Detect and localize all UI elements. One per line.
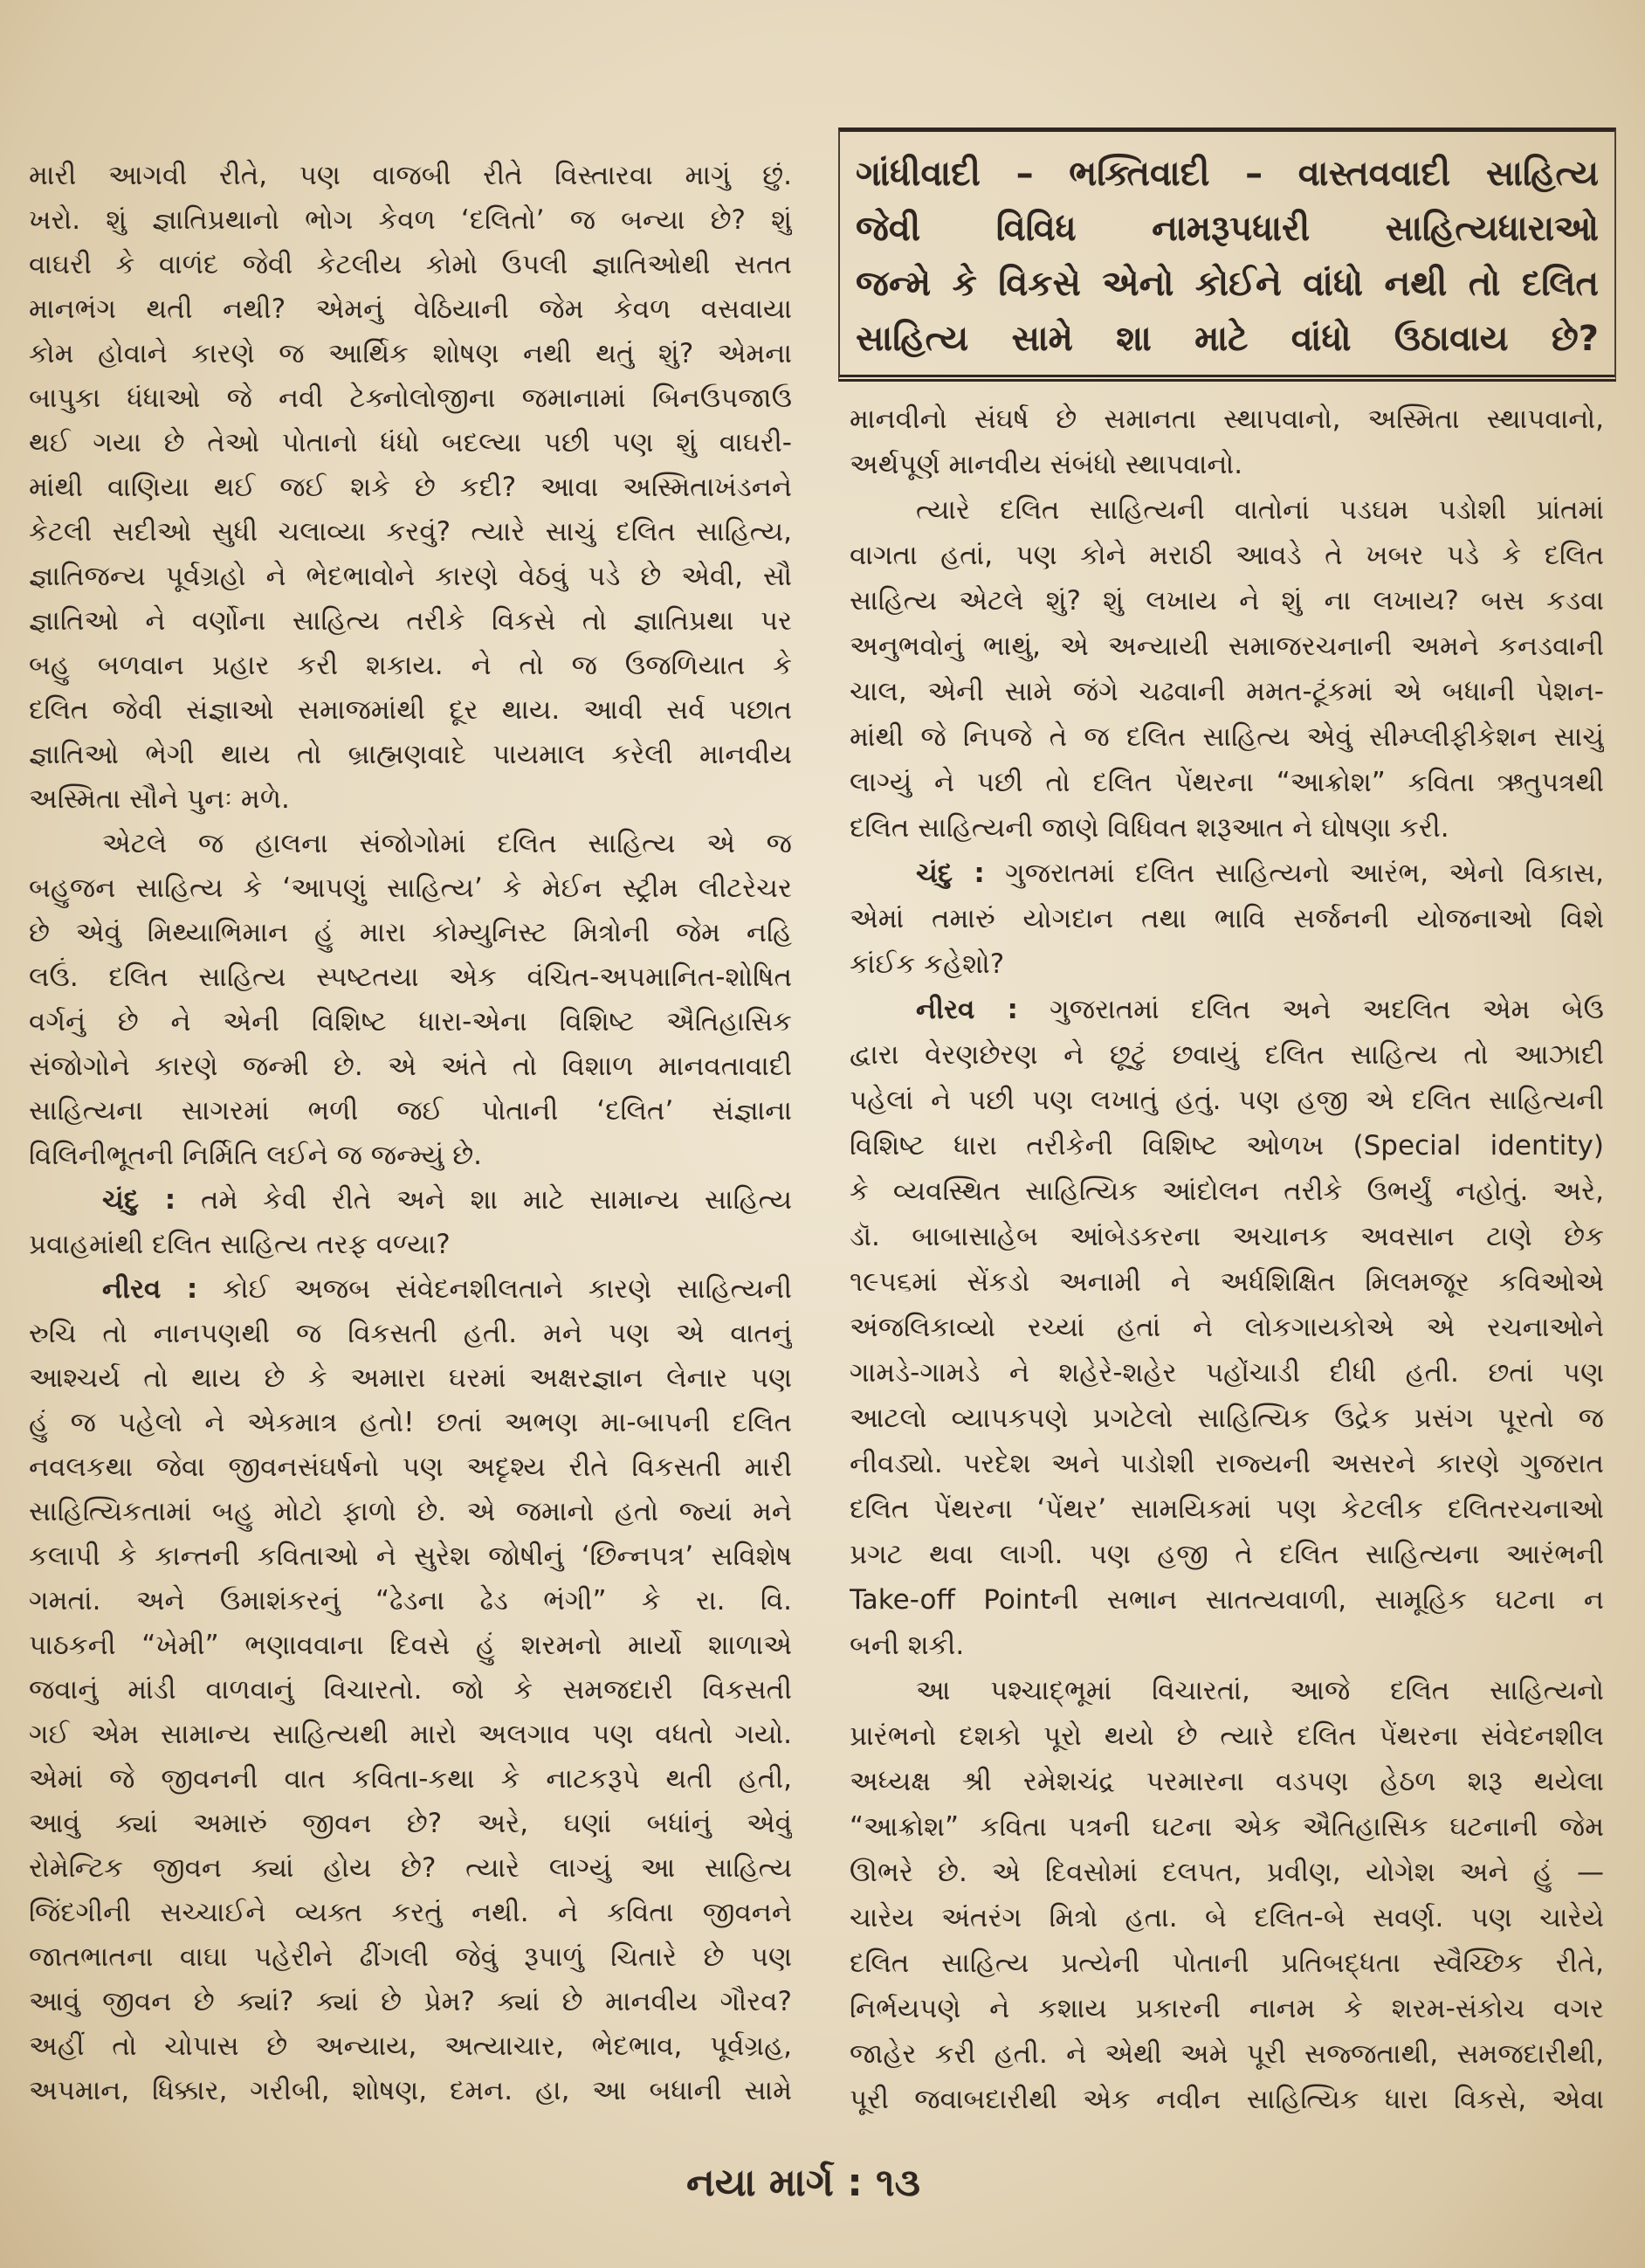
text-line: અધ્યક્ષ શ્રી રમેશચંદ્ર પરમારના વડપણ હેઠળ શરૂ થયેલા [850, 1766, 1604, 1797]
text-line: આ પશ્ચાદ્ભૂમાં વિચારતાં, આજે દલિત સાહિત્યનો [916, 1675, 1604, 1706]
text-line: વિશિષ્ટ ધારા તરીકેની વિશિષ્ટ ઓળખ (Special identity) [850, 1130, 1604, 1162]
text-line: કેટલી સદીઓ સુધી ચલાવ્યા કરવું? ત્યારે સાચું દલિત સાહિત્ય, [29, 516, 792, 548]
speaker-label: નીરવ : [916, 994, 1018, 1025]
text-line: આશ્ચર્ય તો થાય છે કે અમારા ઘરમાં અક્ષરજ્ઞાન લેનાર પણ [29, 1362, 792, 1394]
text-line: ખરો. શું જ્ઞાતિપ્રથાનો ભોગ કેવળ ‘દલિતો’ જ બન્યા છે? શું [29, 204, 792, 236]
dialogue-line [850, 987, 1604, 1032]
text-line: જાહેર કરી હતી. ને એથી અમે પૂરી સજ્જતાથી, સમજદારીથી, [850, 2038, 1604, 2070]
text-line: પહેલાં ને પછી પણ લખાતું હતું. પણ હજી એ દલિત સાહિત્યની [850, 1085, 1604, 1116]
text-line: થઈ ગયા છે તેઓ પોતાનો ધંધો બદલ્યા પછી પણ શું વાઘરી- [29, 427, 792, 458]
text-line: નિર્ભયપણે ને કશાય પ્રકારની નાનમ કે શરમ-સંકોચ વગર [850, 1993, 1604, 2024]
text-line: ડૉ. બાબાસાહેબ આંબેડકરના અચાનક અવસાન ટાણે છેક [850, 1221, 1604, 1252]
text-line: દલિત જેવી સંજ્ઞાઓ સમાજમાંથી દૂર થાય. આવી સર્વ પછાત [29, 694, 792, 726]
text-line: પ્રારંભનો દશકો પૂરો થયો છે ત્યારે દલિત પેંથરના સંવેદનશીલ [850, 1720, 1604, 1752]
line-text: ગુજરાતમાં દલિત અને અદલિત એમ બેઉ [1050, 994, 1604, 1025]
text-line: સાહિત્યિકતામાં બહુ મોટો ફાળો છે. એ જમાનો હતો જ્યાં મને [29, 1496, 792, 1527]
text-line: ઊભરે છે. એ દિવસોમાં દલપત, પ્રવીણ, યોગેશ અને હું — [850, 1857, 1604, 1888]
page-footer: નયા માર્ગ : ૧૩ [686, 2161, 920, 2205]
text-line: Take-off Pointની સભાન સાતત્યવાળી, સામૂહિક ઘટના ન [850, 1584, 1604, 1616]
text-line: અર્થપૂર્ણ માનવીય સંબંધો સ્થાપવાનો. [850, 449, 1243, 480]
text-line: જવાનું માંડી વાળવાનું વિચારતો. જો કે સમજદારી વિકસતી [29, 1674, 792, 1706]
text-line: અહીં તો ચોપાસ છે અન્યાય, અત્યાચાર, ભેદભાવ, પૂર્વગ્રહ, [29, 2030, 792, 2062]
text-line: પાઠકની “ખેમી” ભણાવવાના દિવસે હું શરમનો માર્યો શાળાએ [29, 1630, 792, 1661]
text-line: માનભંગ થતી નથી? એમનું વેઠિયાની જેમ કેવળ વસવાયા [29, 293, 792, 325]
text-line: વિલિનીભૂતની નિર્મિતિ લઈને જ જન્મ્યું છે. [29, 1140, 483, 1171]
text-line: માનવીનો સંઘર્ષ છે સમાનતા સ્થાપવાનો, અસ્મિતા સ્થાપવાનો, [850, 403, 1604, 435]
text-line: એમાં તમારું યોગદાન તથા ભાવિ સર્જનની યોજનાઓ વિશે [850, 903, 1604, 934]
text-line: ત્યારે દલિત સાહિત્યની વાતોનાં પડઘમ પડોશી પ્રાંતમાં [916, 494, 1604, 526]
pull-quote-line: જેવી વિવિધ નામરૂપધારી સાહિત્યધારાઓ [856, 209, 1599, 249]
text-line: અપમાન, ધિક્કાર, ગરીબી, શોષણ, દમન. હા, આ બધાની સામે [29, 2075, 792, 2106]
text-line: પ્રવાહમાંથી દલિત સાહિત્ય તરફ વળ્યા? [29, 1229, 451, 1260]
text-line: માંથી જે નિપજે તે જ દલિત સાહિત્ય એવું સીમ્પ્લીફીકેશન સાચું [850, 721, 1604, 753]
line-text: ગુજરાતમાં દલિત સાહિત્યનો આરંભ, એનો વિકાસ, [1005, 858, 1604, 889]
text-line: કલાપી કે કાન્તની કવિતાઓ ને સુરેશ જોષીનું ‘છિન્નપત્ર’ સવિશેષ [29, 1541, 792, 1572]
text-line: માંથી વાણિયા થઈ જઈ શકે છે કદી? આવા અસ્મિતાખંડનને [29, 472, 792, 503]
text-line: રુચિ તો નાનપણથી જ વિકસતી હતી. મને પણ એ વાતનું [29, 1318, 792, 1349]
text-line: જિંદગીની સચ્ચાઈને વ્યક્ત કરતું નથી. ને કવિતા જીવનને [29, 1897, 792, 1928]
text-line: અંજલિકાવ્યો રચ્યાં હતાં ને લોકગાયકોએ એ રચનાઓને [850, 1312, 1604, 1343]
right-column [850, 396, 1604, 2122]
text-line: “આક્રોશ” કવિતા પત્રની ઘટના એક ઐતિહાસિક ઘટનાની જેમ [850, 1811, 1604, 1843]
text-line: લઉં. દલિત સાહિત્ય સ્પષ્ટતયા એક વંચિત-અપમાનિત-શોષિત [29, 962, 792, 993]
pull-quote-line: સાહિત્ય સામે શા માટે વાંધો ઉઠાવાય છે? [856, 319, 1599, 359]
text-line: દ્વારા વેરણછેરણ ને છૂટું છવાયું દલિત સાહિત્ય તો આઝાદી [850, 1039, 1604, 1071]
text-line: બહુ બળવાન પ્રહાર કરી શકાય. ને તો જ ઉજળિયાત કે [29, 650, 792, 681]
text-line: ગામડે-ગામડે ને શહેરે-શહેર પહોંચાડી દીધી હતી. છતાં પણ [850, 1357, 1604, 1389]
pull-quote-line: જન્મે કે વિકસે એનો કોઈને વાંધો નથી તો દલિત [856, 264, 1599, 304]
text-line: કાંઈક કહેશો? [850, 948, 1005, 980]
text-line: આટલો વ્યાપકપણે પ્રગટેલો સાહિત્યિક ઉદ્રેક પ્રસંગ પૂરતો જ [850, 1403, 1604, 1434]
text-line: બની શકી. [850, 1630, 965, 1661]
text-line: વર્ગનું છે ને એની વિશિષ્ટ ધારા-એના વિશિષ્ટ ઐતિહાસિક [29, 1006, 792, 1037]
text-line: જ્ઞાતિઓ ભેગી થાય તો બ્રાહ્મણવાદે પાયમાલ કરેલી માનવીય [29, 739, 792, 770]
text-line: એટલે જ હાલના સંજોગોમાં દલિત સાહિત્ય એ જ [102, 828, 792, 859]
text-line: ગઈ એમ સામાન્ય સાહિત્યથી મારો અલગાવ પણ વધતો ગયો. [29, 1719, 792, 1750]
line-text: તમે કેવી રીતે અને શા માટે સામાન્ય સાહિત્ય [200, 1184, 792, 1216]
text-line: વાઘરી કે વાળંદ જેવી કેટલીય કોમો ઉપલી જ્ઞાતિઓથી સતત [29, 249, 792, 280]
text-line: પ્રગટ થવા લાગી. પણ હજી તે દલિત સાહિત્યના આરંભની [850, 1539, 1604, 1570]
speaker-label: ચંદુ : [102, 1184, 176, 1216]
text-line: બહુજન સાહિત્ય કે ‘આપણું સાહિત્ય’ કે મેઈન સ્ટ્રીમ લીટરેચર [29, 872, 792, 904]
text-line: જ્ઞાતિજન્ય પૂર્વગ્રહો ને ભેદભાવોને કારણે વેઠવું પડે છે એવી, સૌ [29, 561, 792, 592]
text-line: એમાં જે જીવનની વાત કવિતા-કથા કે નાટકરૂપે થતી હતી, [29, 1763, 792, 1795]
speaker-label: નીરવ : [102, 1273, 198, 1305]
text-line: અસ્મિતા સૌને પુનઃ મળે. [29, 783, 290, 815]
text-line: જ્ઞાતિઓ ને વર્ણોના સાહિત્ય તરીકે વિકસે તો જ્ઞાતિપ્રથા પર [29, 605, 792, 637]
line-text: કોઈ અજબ સંવેદનશીલતાને કારણે સાહિત્યની [222, 1273, 792, 1305]
text-line: આવું જીવન છે ક્યાં? ક્યાં છે પ્રેમ? ક્યાં છે માનવીય ગૌરવ? [29, 1986, 792, 2017]
speaker-label: ચંદુ : [916, 858, 985, 889]
text-line: લાગ્યું ને પછી તો દલિત પેંથરના “આક્રોશ” કવિતા ઋતુપત્રથી [850, 767, 1604, 798]
text-line: હું જ પહેલો ને એકમાત્ર હતો! છતાં અભણ મા-બાપની દલિત [29, 1407, 792, 1438]
text-line: વાગતા હતાં, પણ કોને મરાઠી આવડે તે ખબર પડે કે દલિત [850, 540, 1604, 571]
text-line: મારી આગવી રીતે, પણ વાજબી રીતે વિસ્તારવા માગું છું. [29, 160, 792, 191]
text-line: સંજોગોને કારણે જન્મી છે. એ અંતે તો વિશાળ માનવતાવાદી [29, 1051, 792, 1082]
text-line: રોમેન્ટિક જીવન ક્યાં હોય છે? ત્યારે લાગ્યું આ સાહિત્ય [29, 1852, 792, 1884]
text-line: ચારેય અંતરંગ મિત્રો હતા. બે દલિત-બે સવર્ણ. પણ ચારેયે [850, 1902, 1604, 1934]
dialogue-line [29, 1178, 792, 1223]
text-line: દલિત સાહિત્ય પ્રત્યેની પોતાની પ્રતિબદ્ધતા સ્વૈચ્છિક રીતે, [850, 1947, 1604, 1979]
text-line: નીવડ્યો. પરદેશ અને પાડોશી રાજ્યની અસરને કારણે ગુજરાત [850, 1448, 1604, 1479]
dialogue-line [29, 1267, 792, 1312]
text-line: સાહિત્યના સાગરમાં ભળી જઈ પોતાની ‘દલિત’ સંજ્ઞાના [29, 1095, 792, 1127]
text-line: કે વ્યવસ્થિત સાહિત્યિક આંદોલન તરીકે ઉભર્યું નહોતું. અરે, [850, 1175, 1604, 1207]
text-line: છે એવું મિથ્યાભિમાન હું મારા કોમ્યુનિસ્ટ મિત્રોની જેમ નહિ [29, 917, 792, 948]
text-line: દલિત પેંથરના ‘પેંથર’ સામયિકમાં પણ કેટલીક દલિતરચનાઓ [850, 1493, 1604, 1525]
text-line: આવું ક્યાં અમારું જીવન છે? અરે, ઘણાં બધાંનું એવું [29, 1808, 792, 1839]
text-line: સાહિત્ય એટલે શું? શું લખાય ને શું ના લખાય? બસ કડવા [850, 585, 1604, 617]
text-line: ગમતાં. અને ઉમાશંકરનું “ઢેડના ઢેડ ભંગી” કે રા. વિ. [29, 1585, 792, 1617]
text-line: જાતભાતના વાઘા પહેરીને ઢીંગલી જેવું રૂપાળું ચિતારે છે પણ [29, 1941, 792, 1973]
text-line: દલિત સાહિત્યની જાણે વિધિવત શરૂઆત ને ઘોષણા કરી. [850, 812, 1449, 844]
text-line: કોમ હોવાને કારણે જ આર્થિક શોષણ નથી થતું શું? એમના [29, 338, 792, 369]
text-line: નવલકથા જેવા જીવનસંઘર્ષનો પણ અદૃશ્ય રીતે વિકસતી મારી [29, 1451, 792, 1483]
text-line: બાપુકા ધંધાઓ જે નવી ટેક્નોલોજીના જમાનામાં બિનઉપજાઉ [29, 383, 792, 414]
text-line: ચાલ, એની સામે જંગે ચઢવાની મમત-ટૂંકમાં એ બધાની પેશન- [850, 676, 1604, 707]
pull-quote-box [838, 128, 1616, 382]
dialogue-line [850, 851, 1604, 896]
text-line: અનુભવોનું ભાથું, એ અન્યાયી સમાજરચનાની અમને કનડવાની [850, 631, 1604, 662]
pull-quote-line: ગાંધીવાદી – ભક્તિવાદી – વાસ્તવવાદી સાહિત્ય [856, 154, 1599, 194]
text-line: પૂરી જવાબદારીથી એક નવીન સાહિત્યિક ધારા વિકસે, એવા [850, 2084, 1604, 2115]
left-column [29, 154, 792, 2113]
text-line: ૧૯૫૬માં સેંકડો અનામી ને અર્ધશિક્ષિત મિલમજૂર કવિઓએ [850, 1266, 1604, 1298]
